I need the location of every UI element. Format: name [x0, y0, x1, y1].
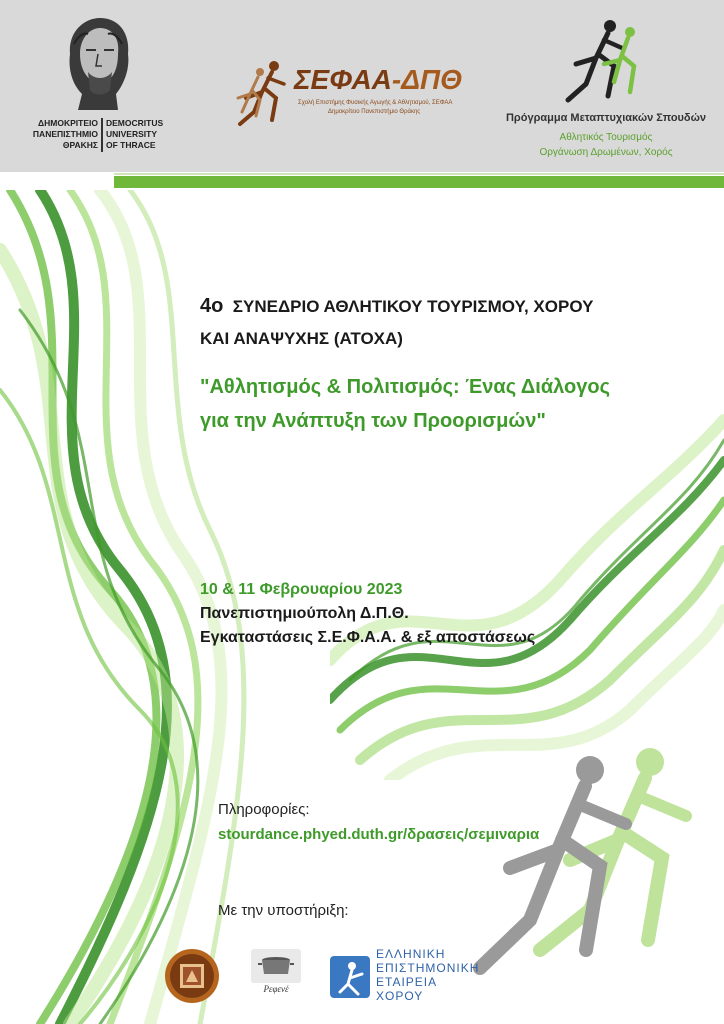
sefaa-name — [294, 64, 462, 96]
program-subtitle-line: Οργάνωση Δρωμένων, Χορός — [539, 147, 673, 158]
sefaa-name-suffix: -ΔΠΘ — [391, 64, 462, 95]
event-venue-line1: Πανεπιστημιούπολη Δ.Π.Θ. — [200, 605, 409, 622]
program-logo — [490, 18, 724, 168]
sefaa-name-main: ΣΕΦΑΑ — [294, 64, 392, 95]
duth-separator — [101, 118, 103, 152]
program-title: Πρόγραμμα Μεταπτυχιακών Σπουδών — [505, 112, 707, 124]
runners-icon — [558, 18, 648, 110]
header-divider-thin — [114, 173, 724, 175]
support-label: Με την υποστήριξη: — [218, 902, 349, 919]
conference-title-line1 — [200, 290, 700, 323]
pot-icon — [250, 948, 302, 984]
democritus-bust-icon — [58, 14, 138, 114]
conference-title — [200, 290, 700, 355]
conference-title-line2: ΚΑΙ ΑΝΑΨΥΧΗΣ (ΑΤΟΧΑ) — [200, 329, 403, 348]
program-subtitle-line: Αθλητικός Τουρισμός — [559, 132, 653, 143]
conference-theme-line2: για την Ανάπτυξη των Προορισμών" — [200, 410, 546, 432]
event-date: 10 & 11 Φεβρουαρίου 2023 — [200, 581, 403, 598]
conference-theme-line1: "Αθλητισμός & Πολιτισμός: Ένας Διάλογος — [200, 376, 610, 398]
duth-english-line: OF THRACE — [106, 140, 156, 150]
duth-name-english — [106, 118, 186, 151]
sponsor-dance-line: ΧΟΡΟΥ — [376, 989, 424, 1003]
sefaa-logo — [232, 58, 492, 138]
runners-icon — [232, 58, 302, 130]
sponsor-dance-line: ΕΛΛΗΝΙΚΗ — [376, 947, 446, 961]
info-link[interactable]: stourdance.phyed.duth.gr/δρασεις/σεμιναρια — [218, 826, 540, 843]
info-label: Πληροφορίες: — [218, 801, 310, 818]
duth-english-line: DEMOCRITUS — [106, 118, 164, 128]
conference-theme — [200, 370, 710, 438]
sponsor-dance-society-logo — [328, 947, 480, 1008]
sefaa-university: Δημοκρίτειο Πανεπιστήμιο Θράκης — [328, 109, 421, 115]
duth-greek-line: ΔΗΜΟΚΡΙΤΕΙΟ — [38, 118, 98, 128]
header-divider-bar — [114, 176, 724, 188]
sponsor-dance-line: ΕΠΙΣΤΗΜΟΝΙΚΗ — [376, 961, 480, 975]
sefaa-subtitle: Σχολή Επιστήμης Φυσικής Αγωγής & Αθλητισμού, ΣΕΦΑΑ — [298, 100, 453, 106]
sponsor-seal-logo — [164, 948, 220, 1004]
conference-number: 4ο — [200, 295, 224, 317]
sponsor-refene-name: Ρεφενέ — [263, 984, 289, 994]
program-subtitle — [490, 130, 722, 160]
duth-greek-line: ΠΑΝΕΠΙΣΤΗΜΙΟ — [32, 129, 98, 139]
conference-title-text: ΣΥΝΕΔΡΙΟ ΑΘΛΗΤΙΚΟΥ ΤΟΥΡΙΣΜΟΥ, ΧΟΡΟΥ — [232, 297, 594, 316]
duth-name-greek — [28, 118, 98, 151]
duth-greek-line: ΘΡΑΚΗΣ — [62, 140, 98, 150]
sponsor-refene-logo — [250, 948, 302, 1006]
event-venue-line2: Εγκαταστάσεις Σ.Ε.Φ.Α.Α. & εξ αποστάσεως — [200, 629, 536, 646]
sponsor-dance-line: ΕΤΑΙΡΕΙΑ — [376, 975, 438, 989]
runners-silhouette-decoration — [440, 740, 724, 1024]
dancer-icon — [328, 952, 374, 1002]
duth-english-line: UNIVERSITY — [106, 129, 158, 139]
duth-logo — [28, 14, 178, 164]
